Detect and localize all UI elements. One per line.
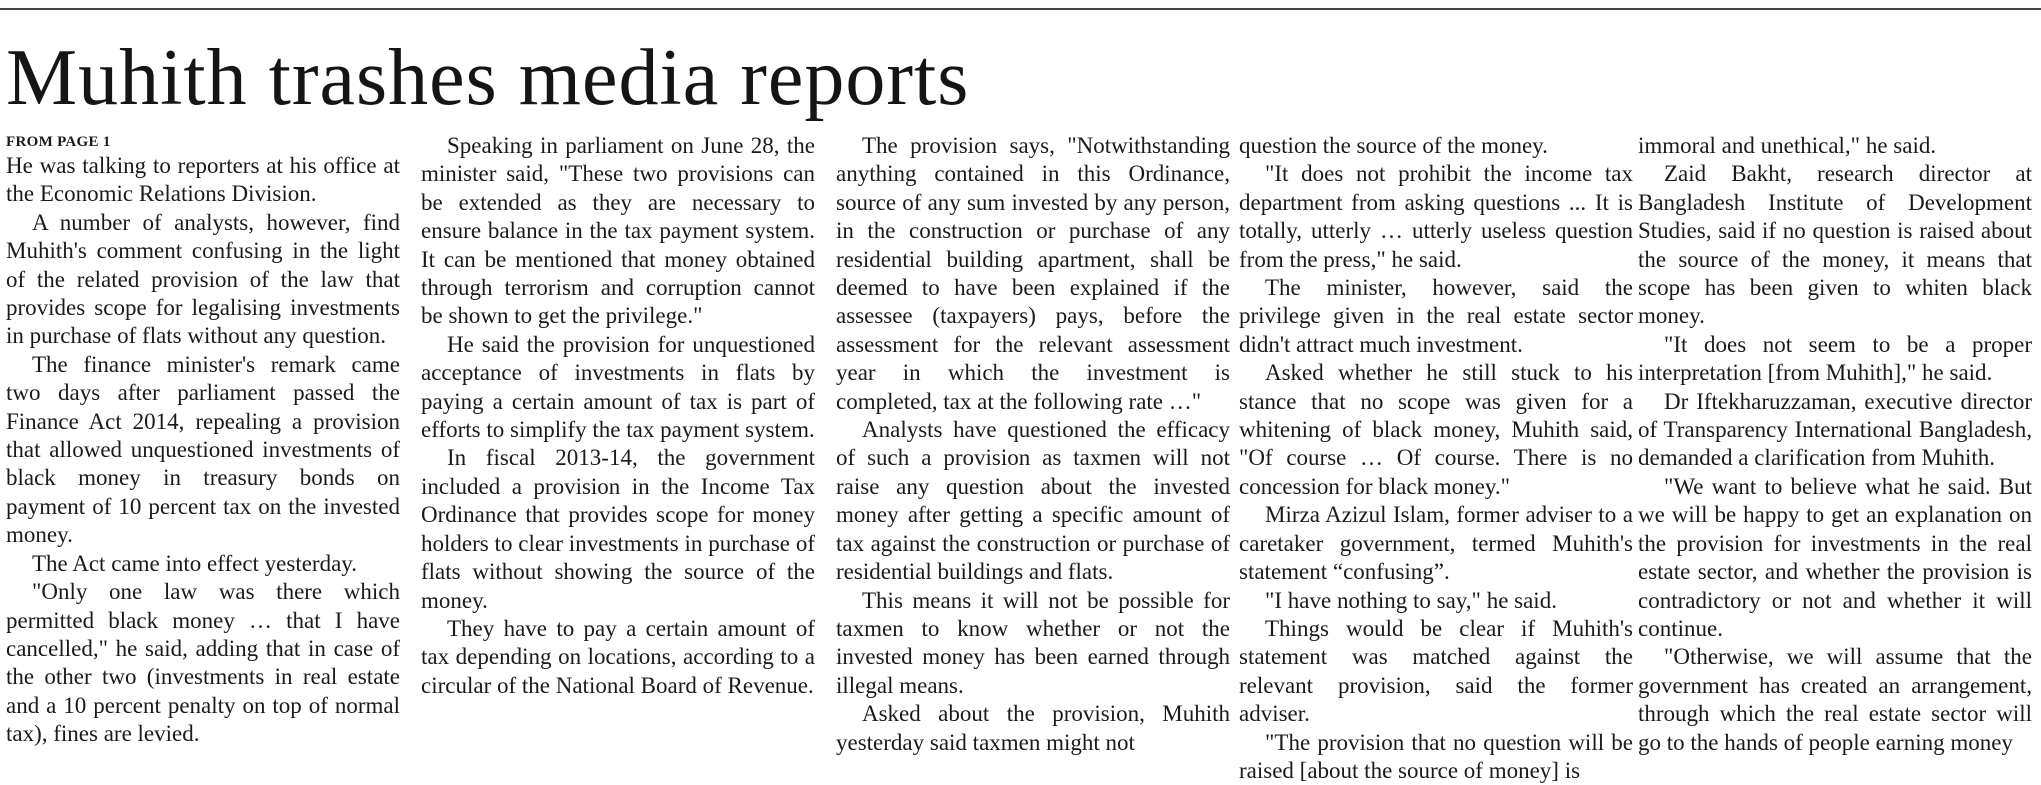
paragraph: Analysts have questioned the efficacy of such a provision as taxmen will not raise any question about the invested money after getting a specific amount of tax against the construction or purchase of residential buildings and flats. — [836, 417, 1230, 585]
paragraph: "Only one law was there which permitted black money … that I have cancelled," he said, adding that in case of the other two (investments in real estate and a 10 percent penalty on top of normal tax), fines are levied. — [6, 579, 400, 747]
paragraph: "Otherwise, we will assume that the government has created an arrangement, through which the real estate sector will go to the hands of people earning money — [1638, 644, 2032, 755]
headline: Muhith trashes media reports — [6, 34, 970, 122]
paragraph: Mirza Azizul Islam, former adviser to a caretaker government, termed Muhith's statement “confusing”. — [1239, 502, 1633, 585]
paragraph: "The provision that no question will be raised [about the source of money] is — [1239, 729, 1633, 783]
paragraph: "It does not seem to be a proper interpretation [from Muhith]," he said. — [1638, 331, 2032, 386]
paragraph: "It does not prohibit the income tax department from asking questions ... It is totally, utterly … utterly useless question from the press," he said. — [1239, 161, 1633, 272]
paragraph: Zaid Bakht, research director at Bangladesh Institute of Development Studies, said if no question is raised about the source of the money, it means that scope has been given to whiten black money. — [1638, 161, 2032, 329]
kicker-from-page: FROM PAGE 1 — [6, 134, 111, 150]
article-column-5 — [1638, 132, 2032, 755]
paragraph: Things would be clear if Muhith's statement was matched against the relevant provision, said the former adviser. — [1239, 615, 1633, 727]
paragraph: Speaking in parliament on June 28, the minister said, "These two provisions can be extended as they are necessary to ensure balance in the tax payment system. It can be mentioned that money obtained through terrorism and corruption cannot be shown to get the privilege." — [421, 133, 815, 329]
paragraph: question the source of the money. — [1239, 133, 1548, 158]
paragraph: The Act came into effect yesterday. — [32, 550, 358, 576]
paragraph: He said the provision for unquestioned acceptance of investments in flats by paying a certain amount of tax is part of efforts to simplify the tax payment system. — [421, 331, 815, 443]
paragraph: Dr Iftekharuzzaman, executive director of Transparency International Bangladesh, demanded a clarification from Muhith. — [1638, 388, 2032, 471]
paragraph: Asked whether he still stuck to his stance that no scope was given for a whitening of black money, Muhith said, "Of course … Of course. There is no concession for black money." — [1239, 360, 1633, 499]
paragraph: immoral and unethical," he said. — [1638, 133, 1937, 158]
paragraph: The finance minister's remark came two days after parliament passed the Finance Act 2014, repealing a provision that allowed unquestioned investments of black money in treasury bonds on payment of 10 percent tax on the invested money. — [6, 351, 400, 548]
paragraph: In fiscal 2013-14, the government included a provision in the Income Tax Ordinance that provides scope for money holders to clear investments in purchase of flats without showing the source of the money. — [421, 445, 815, 613]
paragraph: This means it will not be possible for taxmen to know whether or not the invested money has been earned through illegal means. — [836, 587, 1230, 698]
article-column-1 — [6, 132, 400, 747]
paragraph: "I have nothing to say," he said. — [1265, 587, 1557, 613]
paragraph: He was talking to reporters at his office at the Economic Relations Division. — [6, 153, 400, 207]
article-column-4 — [1239, 132, 1633, 783]
top-rule — [0, 8, 2041, 10]
article-column-3 — [836, 132, 1230, 755]
paragraph: The provision says, "Notwithstanding anything contained in this Ordinance, source of any sum invested by any person, in the construction or purchase of any residential building apartment, shall be deemed to have been explained if the assessee (taxpayers) pays, before the assessment for the relevant assessment year in which the investment is completed, tax at the following rate …" — [836, 133, 1230, 414]
paragraph: They have to pay a certain amount of tax depending on locations, according to a circular of the National Board of Revenue. — [421, 615, 815, 698]
article-column-2 — [421, 132, 815, 736]
paragraph: The minister, however, said the privilege given in the real estate sector didn't attract much investment. — [1239, 275, 1633, 357]
paragraph: Asked about the provision, Muhith yesterday said taxmen might not — [836, 701, 1230, 755]
paragraph: A number of analysts, however, find Muhith's comment confusing in the light of the related provision of the law that provides scope for legalising investments in purchase of flats without any question. — [6, 209, 400, 349]
paragraph: "We want to believe what he said. But we will be happy to get an explanation on the provision for investments in the real estate sector, and whether the provision is contradictory or not and whether it will continue. — [1638, 473, 2032, 641]
